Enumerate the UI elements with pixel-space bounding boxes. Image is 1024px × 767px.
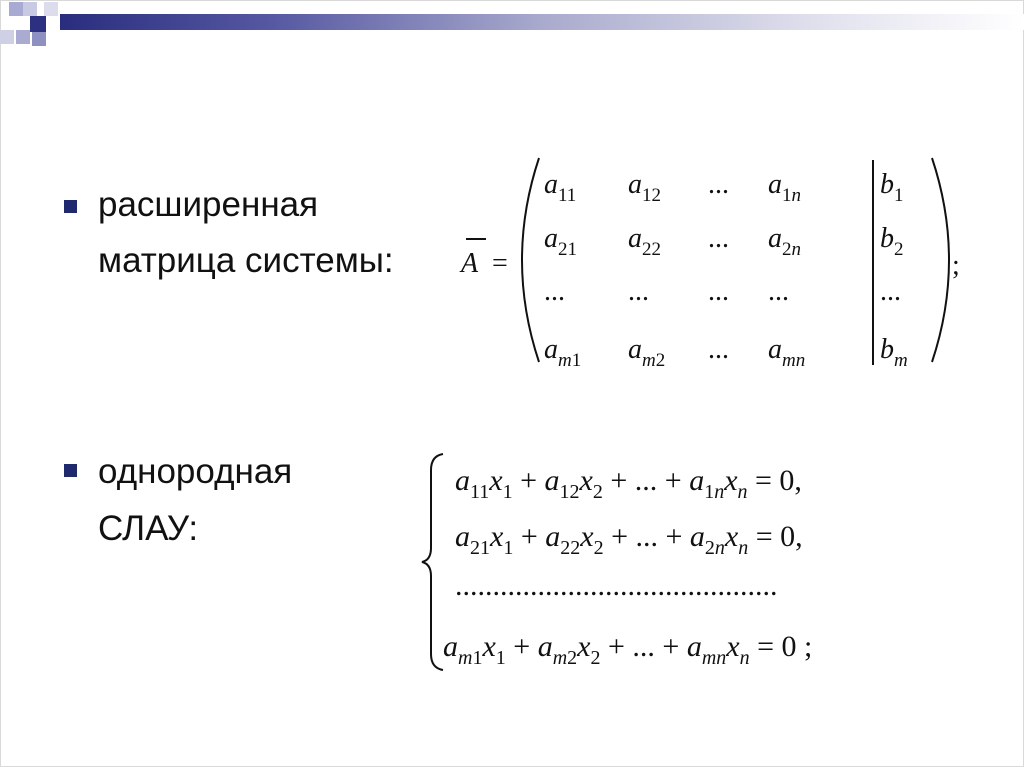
augmented-matrix <box>459 158 960 371</box>
matrix-cell: $a_11$ <box>544 169 577 206</box>
system-row-dots: ........................................... <box>455 569 778 602</box>
system-row: $a_m1x_1 + a_m2x_2$ + ... + $a_{mn}x_n = 0$ ; <box>443 630 813 669</box>
rhs-cell: ... <box>880 276 901 307</box>
matrix-cell: $a_12$ <box>628 169 661 206</box>
rhs-cell: $b_1$ <box>880 169 904 206</box>
homogeneous-system <box>422 454 812 670</box>
matrix-equals: = <box>492 248 508 279</box>
matrix-cell: $a_2n$ <box>768 223 801 260</box>
matrix-lhs: A <box>461 248 479 279</box>
matrix-cell: $a_m2$ <box>628 334 666 371</box>
matrix-cell: $a_21$ <box>544 223 577 260</box>
matrix-terminator: ; <box>952 250 960 281</box>
matrix-cell: $a_m1$ <box>544 334 582 371</box>
matrix-cell: ... <box>544 276 565 307</box>
matrix-cell: $a_mn$ <box>768 334 806 371</box>
matrix-cell: ... <box>708 334 729 365</box>
left-brace <box>422 454 443 670</box>
system-row: $a_{21}x_1 + a_{22}x_2$ + ... + $a_2nx_n = 0$, <box>455 520 803 559</box>
matrix-cell: $a_1n$ <box>768 169 801 206</box>
item1-text-line2: матрица системы: <box>98 241 394 280</box>
item2-text-line1: однородная <box>98 452 293 491</box>
right-paren <box>932 158 949 362</box>
matrix-cell: ... <box>708 169 729 200</box>
rhs-cell: $b_2$ <box>880 223 904 260</box>
item2-text-line2: СЛАУ: <box>98 509 199 548</box>
item1-text-line1: расширенная <box>98 185 319 224</box>
left-paren <box>522 158 539 362</box>
rhs-cell: $b_m$ <box>880 334 908 371</box>
matrix-cell: ... <box>768 276 789 307</box>
matrix-cell: ... <box>628 276 649 307</box>
matrix-cell: ... <box>708 223 729 254</box>
matrix-cell: ... <box>708 276 729 307</box>
system-row: $a_{11}x_1 + a_{12}x_2$ + ... + $a_1nx_n = 0$, <box>455 464 802 503</box>
matrix-cell: $a_22$ <box>628 223 661 260</box>
